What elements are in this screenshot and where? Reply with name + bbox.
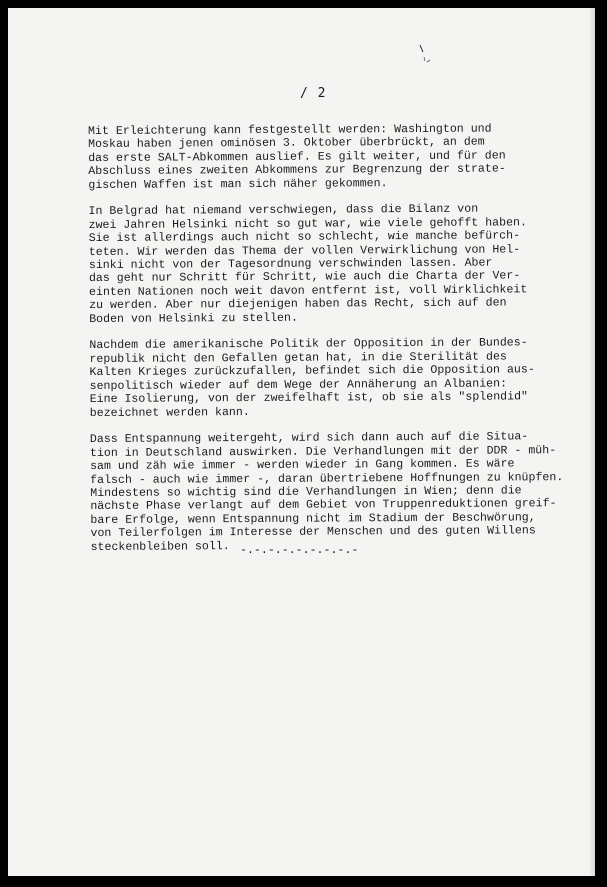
scan-edge xyxy=(589,8,595,876)
text-line: nächste Phase verlangt auf dem Gebiet von Truppenreduktionen greif- xyxy=(90,497,557,514)
text-line: bezeichnet werden kann. xyxy=(89,405,250,420)
letter-body xyxy=(88,122,564,567)
text-line: Eine Isolierung, von der zweifelhaft ist, ob sie als "splendid" xyxy=(89,390,529,407)
text-line: zwei Jahren Helsinki nicht so gut war, wie viele gehofft haben. xyxy=(88,216,527,232)
paragraph-opposition xyxy=(89,337,559,420)
text-line: In Belgrad hat niemand verschwiegen, dass die Bilanz von xyxy=(88,203,479,219)
document-page xyxy=(8,8,595,876)
text-line: Mit Erleichterung kann festgestellt werden: Washington und xyxy=(88,122,492,138)
text-line: senpolitisch wieder auf dem Wege der Annäherung an Albanien: xyxy=(89,377,508,393)
text-line: republik nicht den Gefallen getan hat, in die Sterilität des xyxy=(89,350,507,366)
text-line: gischen Waffen ist man sich näher gekommen. xyxy=(88,176,388,192)
text-line: Sie ist allerdings auch nicht so schlecht, wie manche befürch- xyxy=(88,229,521,246)
text-line: teten. Wir werden das Thema der vollen Verwirklichung von Hel- xyxy=(88,243,521,259)
text-line: sam und zäh wie immer - werden wieder in Gang kommen. Es wäre xyxy=(90,457,515,474)
text-line: tion in Deutschland auswirken. Die Verhandlungen mit der DDR - müh- xyxy=(89,443,557,460)
text-line: einten Nationen noch weit davon entfernt ist, voll Wirklichkeit xyxy=(88,283,528,299)
paragraph-entspannung xyxy=(89,430,564,554)
text-line: Boden von Helsinki zu stellen. xyxy=(89,311,298,326)
text-line: von Teilerfolgen im Interesse der Menschen und des guten Willens xyxy=(90,524,536,541)
paragraph-salt xyxy=(88,122,558,192)
text-line: falsch - auch wie immer -, daran übertriebene Hoffnungen zu knüpfen. xyxy=(90,470,564,487)
text-line: Nachdem die amerikanische Politik der Opposition in der Bundes- xyxy=(89,336,528,353)
text-line: steckenbleiben soll. xyxy=(90,539,230,554)
text-line: das geht nur Schritt für Schritt, wie auch die Charta der Ver- xyxy=(88,269,521,286)
text-line: das erste SALT-Abkommen auslief. Es gilt weiter, und für den xyxy=(88,149,506,165)
text-line: Abschluss eines zweiten Abkommens zur Begrenzung der strate- xyxy=(88,162,506,179)
text-line: Mindestens so wichtig sind die Verhandlungen in Wien; denn die xyxy=(90,484,522,500)
page-number: / 2 xyxy=(300,86,327,101)
text-line: sinki nicht von der Tagesordnung verschwinden lassen. Aber xyxy=(88,256,493,273)
text-line: Kalten Krieges zurückzufallen, befindet sich die Opposition aus- xyxy=(89,363,535,380)
text-line: Dass Entspannung weitergeht, wird sich dann auch auf die Situa- xyxy=(89,430,529,447)
text-line: zu werden. Aber nur diejenigen haben das Recht, sich auf den xyxy=(89,296,507,313)
paragraph-belgrad xyxy=(88,203,559,327)
text-line: bare Erfolge, wenn Entspannung nicht im Stadium der Beschwörung, xyxy=(90,511,536,527)
text-line: Moskau haben jenen ominösen 3. Oktober überbrückt, an dem xyxy=(88,135,485,152)
pen-mark-icon xyxy=(418,43,432,67)
end-of-text-mark: -.-.-.-.-.-.-.-.- xyxy=(240,544,359,557)
